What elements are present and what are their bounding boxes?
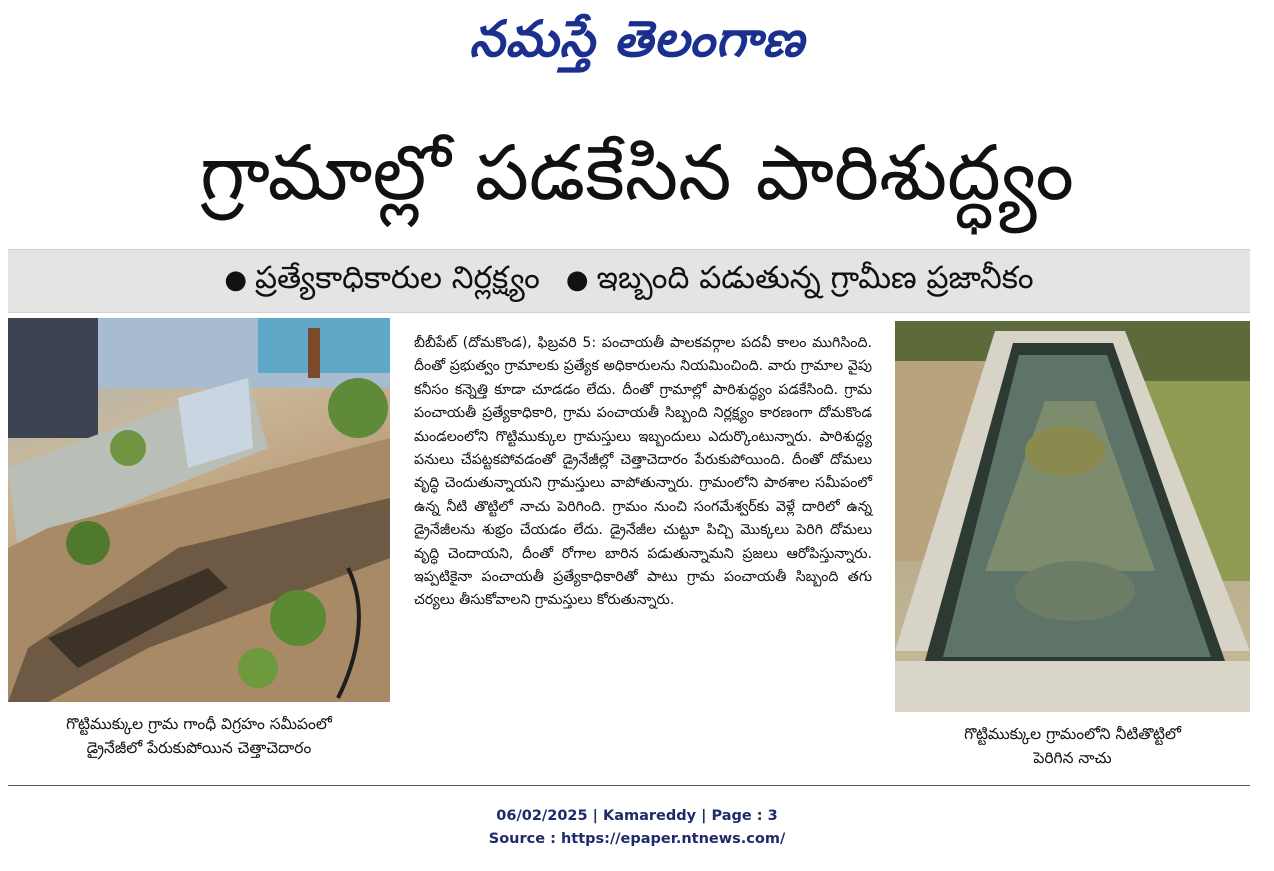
divider-rule (8, 785, 1250, 786)
footer-source: Source : https://epaper.ntnews.com/ (488, 831, 786, 847)
photo-drain-illustration (8, 318, 390, 702)
masthead-logo: నమస్తే తెలంగాణ (469, 10, 805, 68)
subheadline-1-text: ప్రత్యేకాధికారుల నిర్లక్ష్యం (255, 259, 540, 296)
subheadline-bar (8, 249, 1250, 313)
subheadline-2-text: ఇబ్బంది పడుతున్న గ్రామీణ ప్రజానీకం (596, 259, 1034, 296)
bullet-icon: ● (565, 264, 589, 295)
caption-left (8, 712, 390, 772)
photo-water-tank (895, 321, 1250, 712)
subheadline-2 (566, 260, 1034, 303)
photo-tank-illustration (895, 321, 1250, 712)
caption-left-line1: గొట్టిముక్కుల గ్రామ గాంధీ విగ్రహం సమీపంలో (66, 715, 332, 733)
caption-right-line1: గొట్టిముక్కుల గ్రామంలోని నీటితొట్టిలో (964, 725, 1181, 743)
caption-right-line2: పెరిగిన నాచు (1033, 749, 1112, 767)
headline: గ్రామాల్లో పడకేసిన పారిశుద్ధ్యం (200, 128, 1074, 217)
photo-drain-garbage (8, 318, 390, 702)
caption-left-line2: డ్రైనేజీలో పేరుకుపోయిన చెత్తాచెదారం (86, 739, 312, 757)
caption-right (895, 722, 1250, 778)
bullet-icon: ● (224, 264, 248, 295)
footer-date-edition: 06/02/2025 | Kamareddy | Page : 3 (496, 808, 778, 824)
article-body: బీబీపేట్ (దోమకొండ), ఫిబ్రవరి 5: పంచాయతీ పాలకవర్గాల పదవీ కాలం ముగిసింది. దీంతో ప్రభుత్వం గ్రామాలకు ప్రత్యేక అధికారులను నియమించింది. వారు గ్రామాల వైపు కనీసం కన్నెత్తి కూడా చూడడం లేదు. దీంతో గ్రామాల్లో పారిశుద్ధ్యం పడకేసింది. గ్రామ పంచాయతీ ప్రత్యేకాధికారి, గ్రామ పంచాయతీ సిబ్బంది నిర్లక్ష్యం కారణంగా దోమకొండ మండలంలోని గొట్టిముక్కుల గ్రామస్తులు ఇబ్బందులు ఎదుర్కొంటున్నారు. పారిశుద్ధ్య పనులు చేపట్టకపోవడంతో డ్రైనేజీల్లో చెత్తాచెదారం పేరుకుపోయింది. దీంతో దోమలు వృద్ధి చెందుతున్నాయని గ్రామస్తులు వాపోతున్నారు. గ్రామంలోని పాఠశాల సమీపంలో ఉన్న నీటి తొట్టిలో నాచు పెరిగింది. గ్రామం నుంచి సంగమేశ్వర్‌కు వెళ్లే దారిలో ఉన్న డ్రైనేజీలను శుభ్రం చేయడం లేదు. డ్రైనేజీల చుట్టూ పిచ్చి మొక్కలు పెరిగి దోమలు వృద్ధి చెందాయని, దీంతో రోగాల బారిన పడుతున్నామని ప్రజలు ఆరోపిస్తున్నారు. ఇప్పటికైనా పంచాయతీ ప్రత్యేకాధికారితో పాటు గ్రామ పంచాయతీ సిబ్బంది తగు చర్యలు తీసుకోవాలని గ్రామస్తులు కోరుతున్నారు. (414, 335, 872, 609)
subheadline-1 (224, 260, 540, 303)
